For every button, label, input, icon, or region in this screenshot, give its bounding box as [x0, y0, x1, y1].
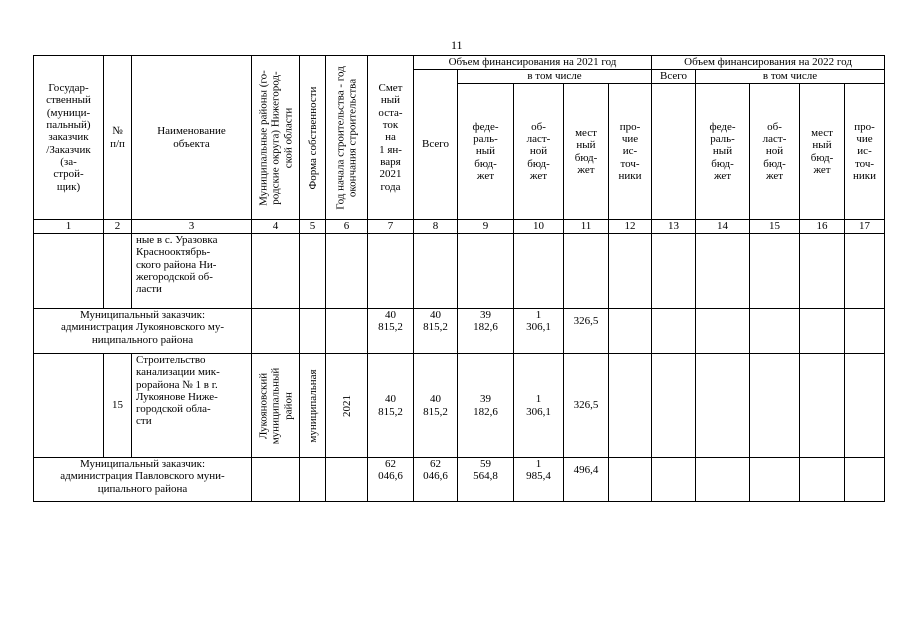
- group-label-pavlovo: Муниципальный заказчик: администрация Павловского муни- ципального района: [34, 458, 252, 502]
- col-number: 4: [252, 220, 300, 234]
- estimate-value: 40 815,2: [368, 309, 414, 354]
- estimate-value: 62 046,6: [368, 458, 414, 502]
- col-number: 3: [132, 220, 252, 234]
- district-cell: Лукояновский муниципальный район: [252, 354, 300, 458]
- financing-table: [33, 55, 885, 502]
- header-federal-2021: феде- раль- ный бюд- жет: [458, 84, 514, 220]
- header-total-2021: Всего: [414, 70, 458, 220]
- federal-value: 39 182,6: [458, 354, 514, 458]
- header-customer: Государ- ственный (муници- пальный) заказчик /Заказчик (за- строй- щик): [34, 56, 104, 220]
- col-number: 12: [609, 220, 652, 234]
- col-number: 14: [696, 220, 750, 234]
- col-number: 15: [750, 220, 800, 234]
- total-value: 40 815,2: [414, 354, 458, 458]
- local-value: 326,5: [564, 309, 609, 354]
- col-number: 8: [414, 220, 458, 234]
- header-other-2021: про- чие ис- точ- ники: [609, 84, 652, 220]
- header-local-2022: мест ный бюд- жет: [800, 84, 845, 220]
- federal-value: 59 564,8: [458, 458, 514, 502]
- object-name-continued: ные в с. Уразовка Краснооктябрь- ского района Ни- жегородской об- ласти: [132, 234, 252, 309]
- regional-value: 1 306,1: [514, 309, 564, 354]
- table-row: [34, 354, 885, 458]
- total-value: 62 046,6: [414, 458, 458, 502]
- col-number: 17: [845, 220, 885, 234]
- regional-value: 1 306,1: [514, 354, 564, 458]
- object-name: Строительство канализации мик- рорайона № 1 в г. Лукоянове Ниже- городской обла- сти: [132, 354, 252, 458]
- header-ownership: Форма собственности: [300, 56, 326, 220]
- col-number: 2: [104, 220, 132, 234]
- total-value: 40 815,2: [414, 309, 458, 354]
- header-years: Год начала строительства - год окончания строительства: [326, 56, 368, 220]
- header-other-2022: про- чие ис- точ- ники: [845, 84, 885, 220]
- col-number: 11: [564, 220, 609, 234]
- federal-value: 39 182,6: [458, 309, 514, 354]
- column-numbers-row: [34, 220, 885, 234]
- col-number: 6: [326, 220, 368, 234]
- header-total-2022: Всего: [652, 70, 696, 84]
- ownership-cell: муниципальная: [300, 354, 326, 458]
- header-fin-2021: Объем финансирования на 2021 год: [414, 56, 652, 70]
- table-row: [34, 458, 885, 502]
- header-fin-2022: Объем финансирования на 2022 год: [652, 56, 885, 70]
- col-number: 5: [300, 220, 326, 234]
- header-local-2021: мест ный бюд- жет: [564, 84, 609, 220]
- local-value: 326,5: [564, 354, 609, 458]
- header-regional-2021: об- ласт- ной бюд- жет: [514, 84, 564, 220]
- col-number: 7: [368, 220, 414, 234]
- header-incl-2022: в том числе: [696, 70, 885, 84]
- col-number: 10: [514, 220, 564, 234]
- col-number: 13: [652, 220, 696, 234]
- col-number: 16: [800, 220, 845, 234]
- group-label-lukoyanov: Муниципальный заказчик: администрация Лукояновского му- ниципального района: [34, 309, 252, 354]
- header-district: Муниципальные районы (го-родские округа) Нижегород-ской области: [252, 56, 300, 220]
- year-cell: 2021: [326, 354, 368, 458]
- header-estimate: Смет ный оста- ток на 1 ян- варя 2021 года: [368, 56, 414, 220]
- header-empty-2022: [652, 84, 696, 220]
- table-row: [34, 234, 885, 309]
- row-number: 15: [104, 354, 132, 458]
- estimate-value: 40 815,2: [368, 354, 414, 458]
- col-number: 9: [458, 220, 514, 234]
- header-num: № п/п: [104, 56, 132, 220]
- col-number: 1: [34, 220, 104, 234]
- header-regional-2022: об- ласт- ной бюд- жет: [750, 84, 800, 220]
- header-object-name: Наименование объекта: [132, 56, 252, 220]
- header-incl-2021: в том числе: [458, 70, 652, 84]
- header-federal-2022: феде- раль- ный бюд- жет: [696, 84, 750, 220]
- regional-value: 1 985,4: [514, 458, 564, 502]
- table-row: [34, 309, 885, 354]
- local-value: 496,4: [564, 458, 609, 502]
- page-number: 11: [451, 38, 463, 52]
